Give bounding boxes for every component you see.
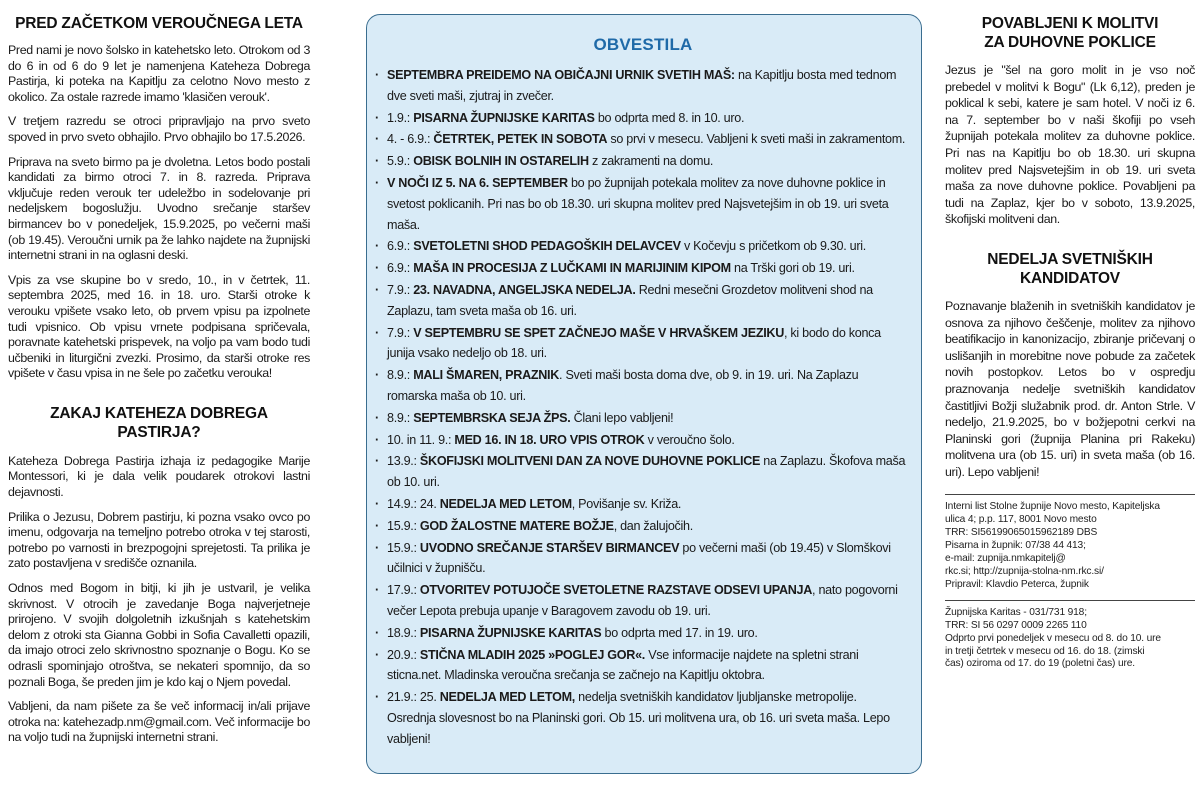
announcement-item (379, 623, 907, 644)
announcement-text: , Povišanje sv. Križa. (571, 496, 682, 511)
announcement-headline: OTVORITEV POTUJOČE SVETOLETNE RAZSTAVE ODSEVI UPANJA (419, 583, 813, 598)
announcement-date: 7.9.: (387, 282, 414, 297)
paragraph: Vpis za vse skupine bo v sredo, 10., in v četrtek, 11. septembra 2025, med 16. in 18. uro. Starši otroke k verouku vpišete vsako leto, ob prvem vpisu pa izpolnete tudi vpisnico. Ob vpisu vrnete podpisana spričevala, poravnate katehetski prispevek, na voljo pa vam bodo tudi učbeniki in liturgični zvezki. Prosimo, da starši otroke res vpišete v času vpisa in ne šele po začetku verouka! (8, 272, 310, 381)
info-line: rkc.si; http://zupnija-stolna-nm.rkc.si/ (945, 566, 1104, 577)
announcement-headline: MALI ŠMAREN, PRAZNIK (413, 368, 560, 383)
info-line: in tretji četrtek v mesecu od 16. do 18. (zimski (945, 645, 1145, 657)
announcements-list (379, 65, 907, 750)
info-line: Pripravil: Klavdio Peterca, župnik (945, 578, 1089, 590)
announcement-headline: MED 16. IN 18. URO VPIS OTROK (454, 432, 645, 447)
info-line: Interni list Stolne župnije Novo mesto, Kapiteljska (945, 501, 1160, 513)
announcement-text: . Sveti maši bosta doma dve, ob 9. in 19. uri. Na Zaplazu romarska maša ob 10. uri. (387, 368, 859, 403)
announcement-item (379, 258, 907, 279)
announcement-item (379, 580, 907, 622)
announcement-item (379, 129, 907, 150)
announcement-item (379, 516, 907, 537)
announcement-text: , dan žalujočih. (613, 518, 693, 533)
announcement-headline: STIČNA MLADIH 2025 »POGLEJ GOR«. (419, 647, 645, 662)
paragraph: Jezus je "šel na goro molit in je vso noč prebedel v molitvi k Bogu" (Lk 6,12), preden je poklical k sebi, katere je sam hotel. V noči iz 6. na 7. september bo v naši škofiji po vseh župnijah potekala molitev za duhovne poklice. Pri nas na Kapitlju bo ob 18.30. uri skupna molitev pred Najsvetejšim in ob 19. uri sveta maša za nove duhovne poklice. Povabljeni pa tudi na Zaplaz, kjer bo v soboto, 13.9.2025, škofijski molitveni dan. (945, 63, 1195, 227)
announcement-date: 1.9.: (387, 110, 414, 125)
announcement-item (379, 280, 907, 322)
paragraph: Vabljeni, da nam pišete za še več informacij in/ali prijave otroka na: katehezadp.nm@gmail.com. Več informacije bo na voljo tudi na župnijski internetni strani. (8, 699, 310, 745)
heading-saint-candidates: NEDELJA SVETNIŠKIH KANDIDATOV (987, 250, 1153, 287)
divider (945, 494, 1195, 495)
announcement-text: bo odprta med 17. in 19. uro. (601, 625, 758, 640)
divider (945, 600, 1195, 601)
info-line: e-mail: zupnija.nmkapitelj@ (945, 553, 1066, 565)
paragraph: Prilika o Jezusu, Dobrem pastirju, ki pozna vsako ovco po imenu, odgovarja na temeljno potrebo otroka v tej starosti, potrebo po varnosti in brezpogojni sprejetosti. Ta prilika je zato postavljena v središče oznanila. (8, 509, 310, 571)
info-line: Župnijska Karitas - 031/731 918; (945, 606, 1087, 618)
announcement-headline: GOD ŽALOSTNE MATERE BOŽJE (419, 518, 614, 533)
paragraph: Priprava na sveto birmo pa je dvoletna. Letos bodo postali kandidati za birmo otroci 7. in 8. razreda. Priprava vključuje reden verouk ter udeležbo in sodelovanje pri nedeljskem bogoslužju. Uvodno srečanje staršev birmancev bo v ponedeljek, 15.9.2025, po večerni maši (ob 19.45). Veroučni urnik pa že lahko najdete na župnijski internetni strani in na oglasni deski. (8, 154, 310, 263)
announcement-item (379, 65, 907, 107)
announcement-item (379, 151, 907, 172)
announcement-date: 6.9.: (387, 239, 414, 254)
info-line: Pisarna in župnik: 07/38 44 413; (945, 540, 1086, 552)
announcement-date: 7.9.: (387, 325, 414, 340)
announcement-text: , ki bodo do konca junija vsako nedeljo ob 18. uri. (387, 325, 881, 361)
info-line: ulica 4; p.p. 117, 8001 Novo mesto (945, 514, 1097, 526)
announcement-headline: V NOČI IZ 5. NA 6. SEPTEMBER (387, 175, 568, 190)
announcement-text: Redni mesečni Grozdetov molitveni shod na Zaplazu, tam sveta maša ob 16. uri. (387, 282, 873, 318)
imprint-block (945, 501, 1195, 591)
announcement-date: 14.9.: 24. (387, 496, 440, 511)
announcement-text: z zakramenti na domu. (588, 154, 714, 169)
announcement-text: na Zaplazu. Škofova maša ob 10. uri. (387, 454, 906, 490)
announcement-text: v Kočevju s pričetkom ob 9.30. uri. (680, 239, 866, 254)
left-column (8, 14, 310, 755)
info-line: Odprto prvi ponedeljek v mesecu od 8. do 10. ure (945, 632, 1161, 644)
karitas-block (945, 607, 1195, 672)
info-line: TRR: SI56199065015962189 DBS (945, 527, 1098, 539)
announcement-text: bo po župnijah potekala molitev za nove duhovne poklice in svetost poklicanih. Pri nas bo ob 18.30. uri skupna molitev pred Najsvetejšim in ob 19. uri sveta maša. (387, 175, 889, 232)
announcement-date: 4. - 6.9.: (387, 132, 434, 147)
announcement-item (379, 173, 907, 235)
paragraph: V tretjem razredu se otroci pripravljajo na prvo sveto spoved in prvo sveto obhajilo. Prvo obhajilo bo 17.5.2026. (8, 114, 310, 144)
announcement-item (379, 451, 907, 493)
announcement-date: 17.9.: (387, 583, 420, 598)
announcement-text: so prvi v mesecu. Vabljeni k sveti maši in zakramentom. (607, 132, 906, 147)
announcement-item (379, 538, 907, 580)
announcement-date: 13.9.: (387, 454, 420, 469)
announcement-headline: NEDELJA MED LETOM (439, 496, 572, 511)
announcement-item (379, 645, 907, 687)
announcement-item (379, 108, 907, 129)
heading-line: POVABLJENI K MOLITVI (981, 15, 1159, 32)
announcement-item (379, 323, 907, 365)
announcement-headline: SEPTEMBRA PREIDEMO NA OBIČAJNI URNIK SVETIH MAŠ: (387, 68, 735, 82)
announcement-item (379, 687, 907, 749)
heading-catechesis-year: PRED ZAČETKOM VEROUČNEGA LETA (15, 15, 303, 32)
announcement-headline: UVODNO SREČANJE STARŠEV BIRMANCEV (419, 540, 680, 555)
announcement-date: 8.9.: (387, 368, 414, 383)
announcement-item (379, 365, 907, 407)
announcements-title: OBVESTILA (593, 35, 693, 54)
announcement-headline: 23. NAVADNA, ANGELJSKA NEDELJA. (413, 282, 636, 297)
info-line: TRR: SI 56 0297 0009 2265 110 (945, 619, 1087, 631)
announcement-text: po večerni maši (ob 19.45) v Slomškovi učilnici v župnišču. (387, 540, 891, 576)
announcement-text: v veroučno šolo. (644, 432, 735, 447)
announcement-date: 15.9.: (387, 518, 420, 533)
announcement-text: Člani lepo vabljeni! (570, 410, 674, 425)
paragraph: Kateheza Dobrega Pastirja izhaja iz pedagogike Marije Montessori, ki je dala velik poudarek otrokovi lastni dejavnosti. (8, 453, 310, 500)
announcement-date: 5.9.: (387, 154, 414, 169)
announcement-date: 8.9.: (387, 410, 414, 425)
heading-line: ZA DUHOVNE POKLICE (984, 34, 1156, 51)
announcement-text: bo odprta med 8. in 10. uro. (594, 110, 745, 125)
paragraph: Pred nami je novo šolsko in katehetsko leto. Otrokom od 3 do 6 in od 6 do 9 let je namenjena Kateheza Dobrega Pastirja, ki poteka na Kapitlju za celotno Novo mesto z okolico. Za ostale razrede imamo 'klasičen verouk'. (8, 43, 310, 104)
announcement-headline: PISARNA ŽUPNIJSKE KARITAS (413, 110, 595, 125)
announcement-date: 18.9.: (387, 625, 420, 640)
announcement-item (379, 494, 907, 515)
announcement-item (379, 430, 907, 451)
info-line: čas) oziroma od 17. do 19 (poletni čas) ure. (945, 658, 1135, 670)
heading-prayer-vocations (945, 14, 1195, 52)
announcement-item (379, 408, 907, 429)
announcement-date: 15.9.: (387, 540, 420, 555)
announcement-headline: PISARNA ŽUPNIJSKE KARITAS (419, 625, 602, 640)
paragraph: Odnos med Bogom in bitji, ki jih je ustvaril, je velika skrivnost. V otrocih je zavedanje Boga najverjetneje prirojeno. V svojih dolgoletnih izkušnjah s katehetskim delom z otroki sta Gianna Gobbi in Sofia Cavalletti opazili, da imajo otroci zelo skrivnostno spoznanje o Bogu. Ko se odrasli spominjajo otroštva, se nekateri spomnijo, da so poznali Boga, še preden jim je kdo kaj o Njem povedal. (8, 581, 310, 689)
announcement-date: 10. in 11. 9.: (387, 432, 455, 447)
heading-good-shepherd: ZAKAJ KATEHEZA DOBREGA PASTIRJA? (50, 404, 268, 441)
announcements-box (366, 14, 922, 774)
announcement-date: 20.9.: (387, 647, 420, 662)
paragraph: Poznavanje blaženih in svetniških kandidatov je osnova za njihovo češčenje, molitev za njihovo beatifikacijo in kanonizacijo, zbiranje pričevanj o uslišanjih in morebitne nove pobude za začetek novih postopkov. Letos bo v ospredju praznovanja nedelje svetniških kandidatov častitljivi Božji služabnik prod. dr. Anton Strle. V nedeljo, 21.9.2025, bo v božjepotni cerkvi na Planinski gori (župnija Planina pri Rakeku) molitvena ura (ob 15. uri) in sveta maša (ob 16. uri). Lepo vabljeni! (945, 298, 1195, 479)
announcement-text: Vse informacije najdete na spletni strani sticna.net. Mladinska veroučna srečanja se začnejo na Kapitlju oktobra. (387, 647, 859, 683)
announcement-text: na Trški gori ob 19. uri. (730, 261, 855, 276)
announcement-headline: SVETOLETNI SHOD PEDAGOŠKIH DELAVCEV (413, 239, 681, 254)
announcement-headline: OBISK BOLNIH IN OSTARELIH (413, 154, 589, 169)
announcement-headline: ŠKOFIJSKI MOLITVENI DAN ZA NOVE DUHOVNE POKLICE (419, 454, 761, 469)
announcement-headline: V SEPTEMBRU SE SPET ZAČNEJO MAŠE V HRVAŠKEM JEZIKU (413, 325, 785, 340)
announcement-headline: MAŠA IN PROCESIJA Z LUČKAMI IN MARIJINIM KIPOM (413, 261, 731, 276)
announcement-date: 21.9.: 25. (387, 690, 440, 705)
announcement-item (379, 236, 907, 257)
announcement-date: 6.9.: (387, 261, 414, 276)
right-column (945, 14, 1195, 671)
announcement-text: , nato pogovorni večer Lepota prebuja upanje v Baragovem zavodu ob 19. uri. (387, 583, 898, 618)
announcement-headline: NEDELJA MED LETOM, (439, 690, 575, 705)
announcement-headline: SEPTEMBRSKA SEJA ŽPS. (413, 410, 571, 425)
announcement-text: nedelja svetniških kandidatov ljubljanske metropolije. Osrednja slovesnost bo na Planinski gori. Ob 15. uri molitvena ura, ob 16. uri sveta maša. Lepo vabljeni! (387, 690, 890, 746)
announcement-headline: ČETRTEK, PETEK IN SOBOTA (433, 132, 608, 147)
announcement-text: na Kapitlju bosta med tednom dve sveti maši, zjutraj in zvečer. (387, 68, 897, 103)
